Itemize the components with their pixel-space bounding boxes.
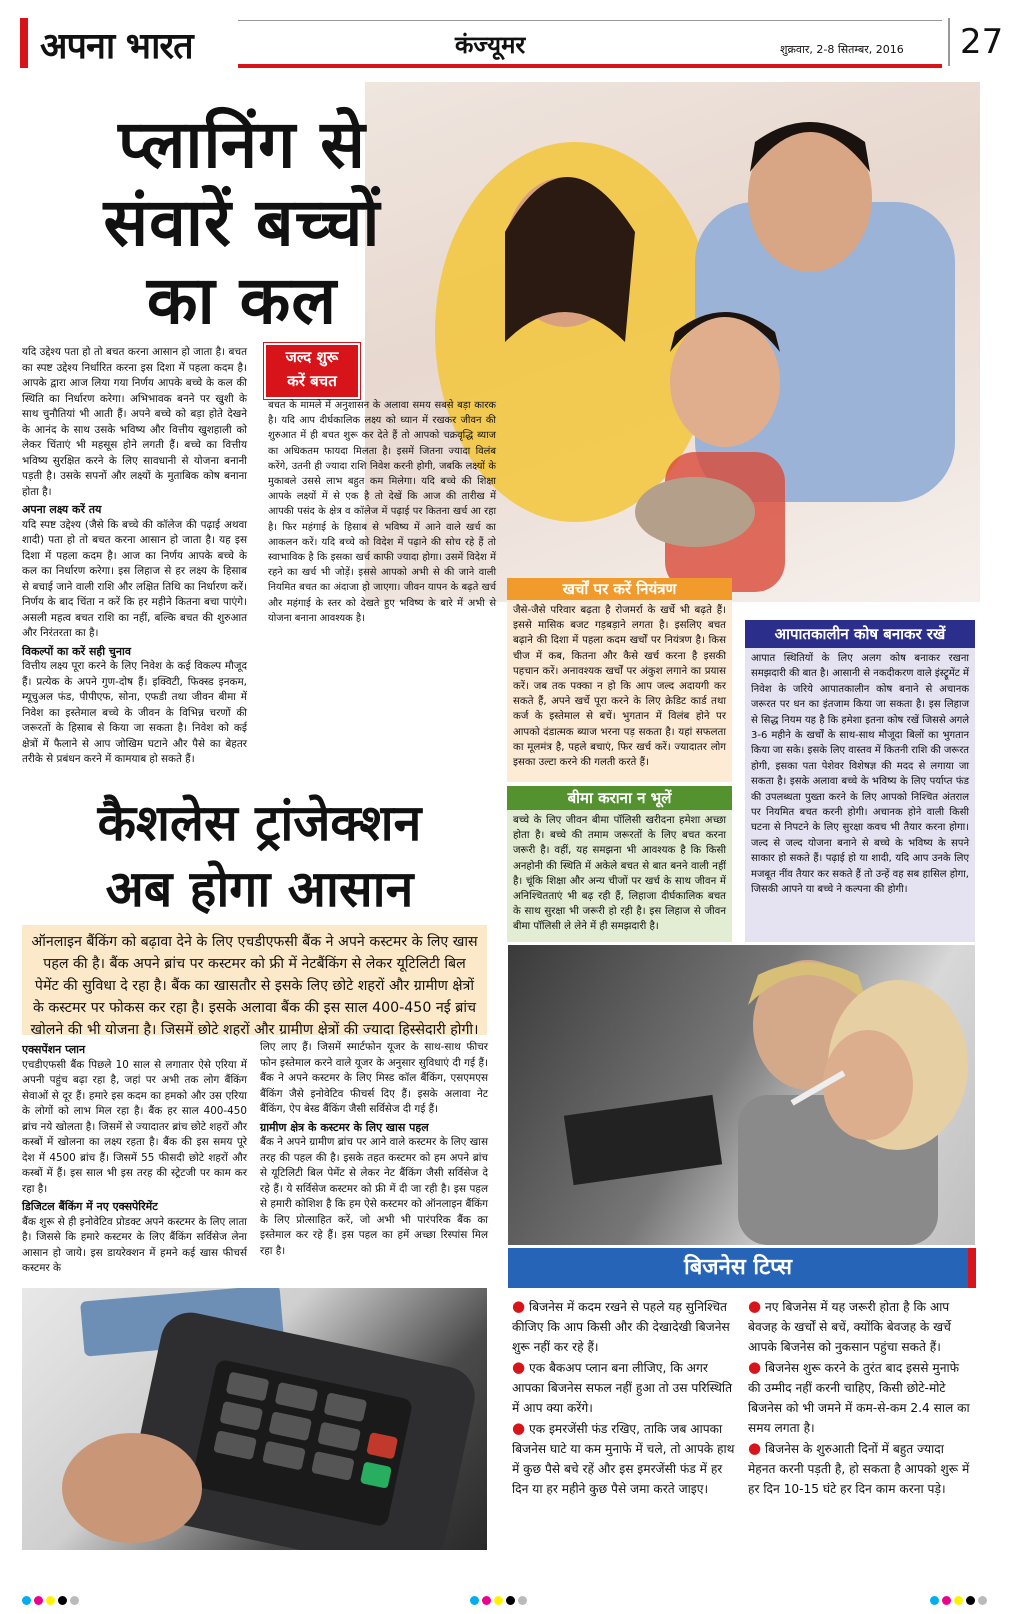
dateline: शुक्रवार, 2-8 सितम्बर, 2016 <box>780 43 904 56</box>
article1-middle-column <box>268 398 496 626</box>
card-machine-illustration <box>22 1288 487 1550</box>
insurance-box-text: बच्चे के लिए जीवन बीमा पॉलिसी खरीदना हमेशा अच्छा होता है। बच्चे की तमाम जरूरतों के लिए बचत करना जरूरी है। वहीं, यह समझना भी आवश्यक है कि किसी अनहोनी की स्थिति में अकेले बचत से बात बनने वाली नहीं है। चूंकि शिक्षा और अन्य चीजों पर खर्च के साथ जीवन में अनिश्चितताएं भी बढ़ रही हैं, लिहाजा दीर्घकालिक बचत के साथ सुरक्षा भी जरूरी हो रही है। इस लिहाज से जीवन बीमा पॉलिसी ले लेने में ही समझदारी है। <box>513 815 726 933</box>
red-bullet-icon: ● <box>748 1297 762 1315</box>
article2-subhead-digital: डिजिटल बैंकिंग में नए एक्सपेरिमेंट <box>22 1200 158 1213</box>
masthead-title: अपना भारत <box>40 25 193 67</box>
registration-marks-right <box>930 1590 990 1609</box>
business-tips-right <box>748 1296 973 1499</box>
start-early-text: बचत के मामले में अनुशासन के अलावा समय सबसे बड़ा कारक है। यदि आप दीर्घकालिक लक्ष्य को ध्यान में रखकर जीवन की शुरुआत में ही बचत शुरू कर देते हैं तो आपको चक्रवृद्धि ब्याज का अधिकतम फायदा मिलता है। इसमें जितना ज्यादा विलंब करेंगे, उतनी ही ज्यादा राशि निवेश करनी होगी, जबकि लक्ष्यों के मुकाबले उससे लाभ बहुत कम मिलेगा। यदि बच्चे की शिक्षा आपके लक्ष्यों में से एक है तो देखें कि आज की तारीख में आपकी पसंद के क्षेत्र व कॉलेज में पढ़ाई पर कितना खर्च आ रहा है। फिर महंगाई के हिसाब से भविष्य में आने वाले खर्च का आकलन करें। यदि बच्चे को विदेश में पढ़ाने की सोच रहे हैं तो स्वाभाविक है कि इसका खर्च काफी ज्यादा होगा। उसमें विदेश में रहने का खर्च भी जोड़ें। इससे आपको अभी से की जाने वाली नियमित बचत का अंदाजा हो जाएगा। जीवन यापन के बढ़ते खर्च और महंगाई के स्तर को देखते हुए भविष्य के बारे में अभी से योजना बनाना आवश्यक है। <box>268 400 496 624</box>
article2-intro-box <box>22 925 487 1038</box>
business-meeting-photo <box>508 945 975 1245</box>
red-bullet-icon: ● <box>512 1297 526 1315</box>
insurance-box-heading: बीमा कराना न भूलें <box>507 786 732 810</box>
tip-item: ● बिजनेस में कदम रखने से पहले यह सुनिश्चित कीजिए कि आप किसी और की देखादेखी बिजनेस शुरू नहीं कर रहे हैं। <box>512 1297 730 1354</box>
article2-subhead-rural: ग्रामीण क्षेत्र के कस्टमर के लिए खास पहल <box>260 1120 429 1134</box>
emergency-box-text: आपात स्थितियों के लिए अलग कोष बनाकर रखना समझदारी की बात है। आसानी से नकदीकरण वाले इंस्ट्रूमेंट में निवेश के जरिये आपातकालीन कोष बनाने से अचानक जरूरत पर धन का इंतजाम किया जा सकता है। इस लिहाज से सिद्ध नियम यह है कि हमेशा इतना कोष रखें जिससे अगले 3-6 महीने के खर्चों के साथ-साथ मौजूदा बिलों का भुगतान किया जा सके। इसके लिए वास्तव में कितनी राशि की जरूरत होगी, इसका पता पेशेवर विशेषज्ञ की मदद से लगाया जा सकता है। इसके अलावा बच्चे के भविष्य के लिए पर्याप्त फंड की उपलब्धता पुख्ता करने के लिए आपको निश्चित अंतराल पर नियमित बचत करनी होगी। अचानक होने वाली किसी घटना से निपटने के लिए सुरक्षा कवच भी तैयार करना होगा। जल्द से जल्द योजना बनाने से बच्चे के भविष्य के सपने साकार हो सकते हैं। पढ़ाई हो या शादी, यदि आप उनके लिए मजबूत नींव तैयार कर सकते हैं तो उन्हें वह सब हासिल होगा, जिसकी आपने या बच्चे ने कल्पना की होगी। <box>751 653 969 896</box>
registration-marks-left <box>22 1590 82 1609</box>
article1-left-column <box>22 345 247 768</box>
article1-headline-line1: प्लानिंग से <box>118 105 366 183</box>
red-bullet-icon: ● <box>748 1439 762 1457</box>
expenses-box-heading: खर्चों पर करें नियंत्रण <box>507 578 732 600</box>
article1-headline-line3: का कल <box>146 261 338 339</box>
article2-right-column <box>260 1040 488 1259</box>
section-name: कंज्यूमर <box>455 30 526 59</box>
business-tips-left <box>512 1296 740 1499</box>
article2-intro: ऑनलाइन बैंकिंग को बढ़ावा देने के लिए एचडीएफसी बैंक ने अपने कस्टमर के लिए खास पहल की है। बैंक अपने ब्रांच पर कस्टमर को फ्री में नेटबैंकिंग से लेकर यूटिलिटी बिल पेमेंट की सुविधा दे रहा है। बैंक का खासतौर से इसके लिए छोटे शहरों और ग्रामीण क्षेत्रों के कस्टमर पर फोकस कर रहा है। इसके अलावा बैंक की इस साल 400-450 नई ब्रांच खोलने की भी योजना है। जिसमें छोटे शहरों और ग्रामीण क्षेत्रों की ज्यादा हिस्सेदारी होगी। <box>30 934 479 1038</box>
tip-item: ● नए बिजनेस में यह जरूरी होता है कि आप बेवजह के खर्चों से बचें, क्योंकि बेवजह के खर्चे आपके बिजनेस को नुकसान पहुंचा सकते हैं। <box>748 1297 951 1354</box>
expenses-box <box>507 600 732 782</box>
start-early-label-line2: करें बचत <box>287 372 337 390</box>
article2-headline <box>22 790 497 922</box>
card-payment-photo <box>22 1288 487 1550</box>
red-bullet-icon: ● <box>512 1358 526 1376</box>
article2-headline-line2: अब होगा आसान <box>105 859 414 918</box>
header-top-rule <box>238 20 942 21</box>
masthead-accent-bar <box>20 18 28 68</box>
start-early-label <box>264 343 360 399</box>
emergency-box <box>745 648 975 942</box>
article2-para-expansion: एचडीएफसी बैंक पिछले 10 साल से लगातार ऐसे एरिया में अपनी पहुंच बढ़ा रहा है, जहां पर अभी तक लोग बैंकिंग सेवाओं से दूर हैं। हमारे इस कदम का हमको और उस एरिया के लोगों को लाभ मिल रहा है। बैंक हर साल 400-450 ब्रांच नये खोलता है। जिसमें से ज्यादातर ब्रांच छोटे शहरों और कस्बों में खोलना का लक्ष्य रहता है। बैंक की इस समय पूरे देश में 4500 ब्रांच हैं। जिसमें 55 फीसदी छोटे शहरों और कस्बों में हैं। इस साल भी इस तरह की स्ट्रेटजी पर काम कर रहा है। <box>22 1058 247 1195</box>
article2-para-features: लिए लाए हैं। जिसमें स्मार्टफोन यूजर के साथ-साथ फीचर फोन इस्तेमाल करने वाले यूजर के अनुसार सुविधाएं दी गई हैं। बैंक ने अपने कस्टमर के लिए मिस्ड कॉल बैंकिंग, एसएमएस बैंकिंग जैसे इनोवेटिव फीचर्स दिए हैं। इसके अलावा नेट बैंकिंग, ऐप बेस्ड बैंकिंग जैसी सर्विसेज दी गई हैं। <box>260 1041 488 1115</box>
page-number: 27 <box>948 18 1008 66</box>
tip-item: ● एक बैकअप प्लान बना लीजिए, कि अगर आपका बिजनेस सफल नहीं हुआ तो उस परिस्थिति में आप क्या करेंगे। <box>512 1358 733 1415</box>
article1-headline-line2: संवारें बच्चों <box>103 183 381 261</box>
article2-headline-line1: कैशलेस ट्रांजेक्शन <box>97 793 422 852</box>
article2-para-rural: बैंक ने अपने ग्रामीण ब्रांच पर आने वाले कस्टमर के लिए खास तरह की पहल की है। इसके तहत कस्टमर को हम अपने ब्रांच से यूटिलिटी बिल पेमेंट से लेकर नेट बैंकिंग जैसी सर्विसेज दे रहे हैं। ये सर्विसेज कस्टमर को फ्री में दी जा रही है। इस पहल से हमारी कोशिश है कि हम ऐसे कस्टमर को ऑनलाइन बैंकिंग के लिए प्रोत्साहित करें, जो अभी भी पारंपरिक बैंक का इस्तेमाल कर रहे हैं। इस पहल का हमें अच्छा रिस्पांस मिल रहा है। <box>260 1136 488 1257</box>
red-bullet-icon: ● <box>748 1358 762 1376</box>
business-tips-heading: बिजनेस टिप्स <box>508 1248 976 1288</box>
article1-para-goal: यदि स्पष्ट उद्देश्य (जैसे कि बच्चे की कॉलेज की पढ़ाई अथवा शादी) पता हो तो बचत करना आसान हो जाता है। यह इस दिशा में पहला कदम है। आज का निर्णय आपके बच्चे के कल का निर्धारण करेगा। इस लिहाज से हर लक्ष्य के हिसाब से बचाई जाने वाली राशि और लक्षित तिथि का निर्धारण करें। निर्णय के बाद चिंता न करें कि हर महीने कितना बचा पाएंगे। असली महत्व बचत राशि का नहीं, बल्कि बचत की शुरुआत और निरंतरता का है। <box>22 518 247 639</box>
start-early-label-line1: जल्द शुरू <box>285 348 339 366</box>
article1-subhead-goal: अपना लक्ष्य करें तय <box>22 503 102 516</box>
expenses-box-text: जैसे-जैसे परिवार बढ़ता है रोजमर्रा के खर्चे भी बढ़ते हैं। इससे मासिक बजट गड़बड़ाने लगता है। इसलिए बचत बढ़ाने की दिशा में पहला कदम खर्चों पर नियंत्रण है। किस चीज में कब, कितना और कैसे खर्च करना है इसकी पहचान करें। अनावश्यक खर्चों पर अंकुश लगाने का प्रयास करें। जब तक पक्का न हो कि आप जल्द अदायगी कर सकते हैं, अपने खर्चे पूरा करने के लिए क्रेडिट कार्ड तथा कर्ज के इस्तेमाल से बचें। भुगतान में विलंब होने पर आपको दंडात्मक ब्याज भरना पड़ सकता है। यहां सफलता का मूलमंत्र है, पहले बचाएं, फिर खर्च करें। ज्यादातर लोग इसका उल्टा करने की गलती करते हैं। <box>513 605 726 769</box>
article2-para-digital: बैंक शुरू से ही इनोवेटिव प्रोडक्ट अपने कस्टमर के लिए लाता है। जिससे कि हमारे कस्टमर के लिए बैंकिंग सर्विसेज लेना आसान हो जाये। इस डायरेक्शन में हमने कई खास फीचर्स कस्टमर के <box>22 1215 247 1274</box>
tip-item: ● एक इमरजेंसी फंड रखिए, ताकि जब आपका बिजनेस घाटे या कम मुनाफे में चले, तो आपके हाथ में कुछ पैसे बचे रहें और इस इमरजेंसी फंड में हर दिन या हर महीने कुछ पैसे जमा करते जाइए। <box>512 1419 735 1496</box>
red-bullet-icon: ● <box>512 1419 526 1437</box>
tip-item: ● बिजनेस शुरू करने के तुरंत बाद इससे मुनाफे की उम्मीद नहीं करनी चाहिए, किसी छोटे-मोटे बिजनेस को भी जमने में कम-से-कम 2.4 साल का समय लगता है। <box>748 1358 970 1435</box>
article1-para-options: वित्तीय लक्ष्य पूरा करने के लिए निवेश के कई विकल्प मौजूद हैं। प्रत्येक के अपने गुण-दोष हैं। इक्विटी, फिक्स्ड इनकम, म्यूचुअल फंड, पीपीएफ, सोना, एफडी तथा जीवन बीमा में निवेश का इस्तेमाल बच्चे के जीवन के विभिन्न चरणों की जरूरतों के हिसाब से किया जा सकता है। निवेश को कई क्षेत्रों में फैलाने से आप जोखिम घटाने और पैसे का बेहतर तरीके से प्रबंधन करने में कामयाब हो सकते हैं। <box>22 660 247 765</box>
business-photo-illustration <box>508 945 975 1245</box>
article1-intro: यदि उद्देश्य पता हो तो बचत करना आसान हो जाता है। बचत का स्पष्ट उद्देश्य निर्धारित करना इस दिशा में पहला कदम है। आपके द्वारा आज लिया गया निर्णय आपके बच्चे के कल की स्थिति का निर्धारण करेगा। अभिभावक बनने पर खुशी के साथ चुनौतियां भी आती हैं। अपने बच्चे को बड़ा होते देखने के आनंद के साथ उसके भविष्य और वित्तीय खुशहाली को लेकर चिंताएं भी महसूस होने लगती हैं। बच्चे का वित्तीय भविष्य सुरक्षित करने के लिए सावधानी से योजना बनानी पड़ती है। उसके सपनों और लक्ष्यों के मुताबिक कोष बनाना होता है। <box>22 346 247 498</box>
article2-left-column <box>22 1040 247 1277</box>
article1-headline <box>22 105 462 339</box>
tip-item: ● बिजनेस के शुरुआती दिनों में बहुत ज्यादा मेहनत करनी पड़ती है, हो सकता है आपको शुरू में हर दिन 10-15 घंटे हर दिन काम करना पड़े। <box>748 1439 970 1496</box>
insurance-box <box>507 810 732 942</box>
registration-marks-center <box>470 1590 530 1609</box>
header-red-rule <box>238 64 942 68</box>
article2-subhead-expansion: एक्सपेंशन प्लान <box>22 1043 86 1056</box>
article1-subhead-options: विकल्पों का करें सही चुनाव <box>22 644 131 658</box>
emergency-box-heading: आपातकालीन कोष बनाकर रखें <box>745 620 975 648</box>
